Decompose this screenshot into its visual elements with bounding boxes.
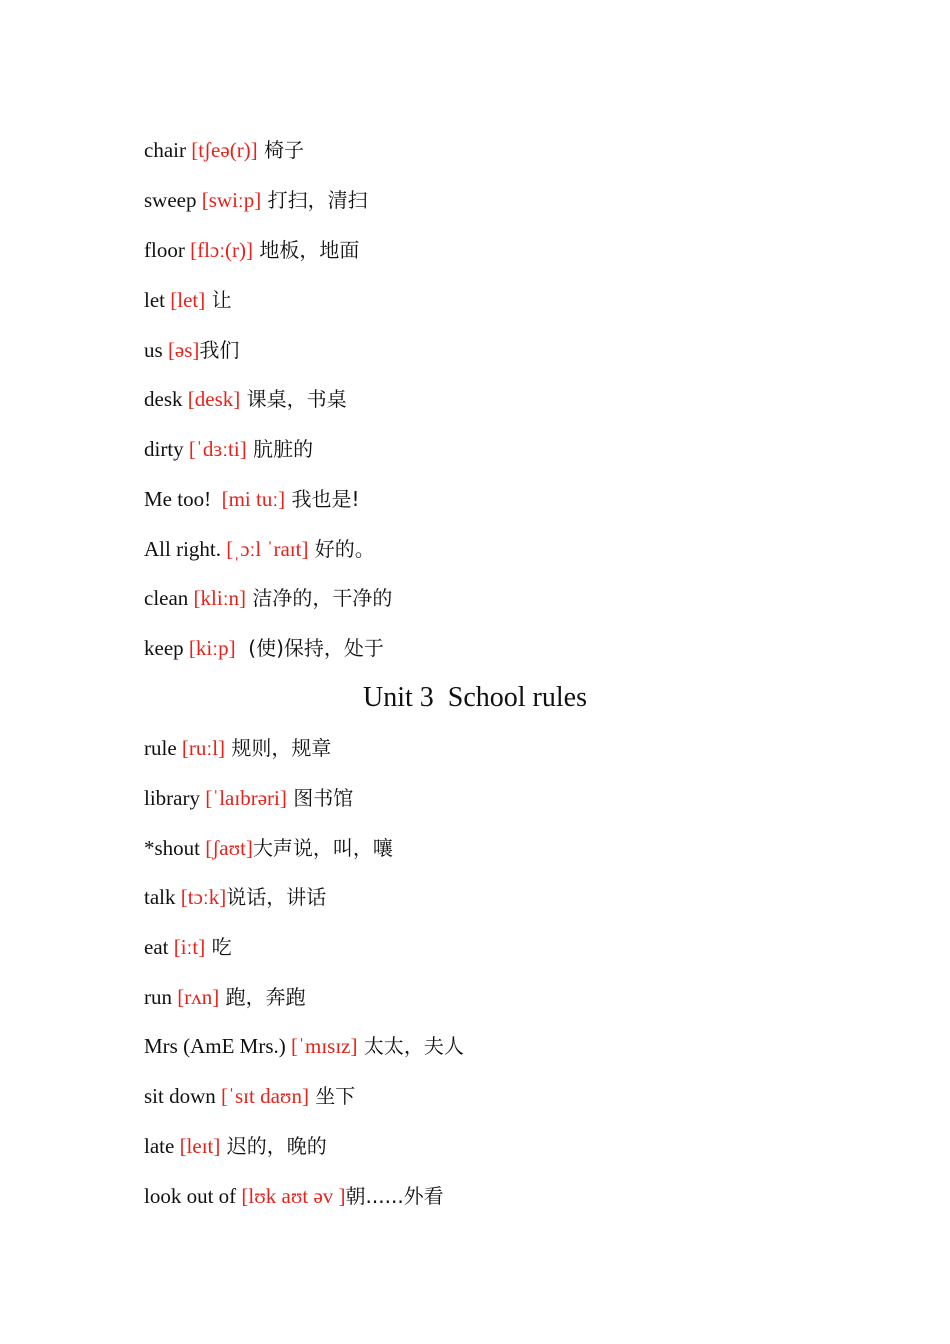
vocab-word: floor [144,238,191,262]
vocab-word: keep [144,636,189,660]
vocab-entry-library [144,784,353,812]
vocab-translation: 打扫，清扫 [261,188,368,212]
vocab-entry-desk [144,385,347,413]
vocab-word: run [144,985,178,1009]
vocab-entry-chair [144,136,304,164]
unit-heading: Unit 3 School rules [363,682,587,713]
vocab-translation: 坐下 [308,1084,356,1108]
vocab-word: late [144,1134,180,1158]
vocab-translation: 规则，规章 [225,736,332,760]
vocab-translation: 地板，地面 [253,238,360,262]
vocab-phonetic: [leɪt] [179,1134,221,1158]
vocab-phonetic: [desk] [187,387,241,411]
vocab-word: dirty [144,437,189,461]
vocab-translation: 肮脏的 [246,437,314,461]
vocab-translation: 太太，夫人 [357,1034,464,1058]
vocab-entry-us [144,336,239,364]
vocab-translation: 图书馆 [286,786,354,810]
vocab-entry-dirty [144,435,313,463]
vocab-phonetic: [let] [170,288,206,312]
vocab-word: chair [144,138,192,162]
vocab-entry-clean [144,584,392,612]
vocab-phonetic: [ˈsɪt daʊn] [221,1084,309,1108]
vocab-phonetic: [kliːn] [193,586,247,610]
vocab-phonetic: [rʌn] [177,985,220,1009]
vocab-word: Mrs (AmE Mrs.) [144,1034,291,1058]
vocab-translation: 椅子 [257,138,305,162]
vocab-translation: 跑，奔跑 [219,985,306,1009]
vocab-word: let [144,288,171,312]
vocab-word: us [144,338,168,362]
vocab-word: desk [144,387,188,411]
vocab-entry-me-too [144,485,360,513]
vocab-translation: 好的。 [308,537,375,561]
vocab-word: Me too! [144,487,222,511]
vocab-entry-eat [144,933,232,961]
vocab-phonetic: [ruːl] [181,736,226,760]
vocab-phonetic: [swiːp] [201,188,262,212]
vocab-entry-let [144,286,232,314]
vocab-entry-talk [144,883,326,911]
vocab-word: eat [144,935,174,959]
vocab-entry-late [144,1132,327,1160]
vocab-translation: 说话，讲话 [226,885,327,909]
vocab-word: look out of [144,1184,242,1208]
vocab-phonetic: [ˈlaɪbrəri] [205,786,287,810]
vocab-word: sweep [144,188,202,212]
vocab-word: talk [144,885,181,909]
vocab-phonetic: [ˌɔːl ˈraɪt] [226,537,309,561]
vocab-phonetic: [ʃaʊt] [205,836,253,860]
vocab-translation: 课桌，书桌 [240,387,347,411]
vocab-translation: 吃 [205,935,232,959]
vocab-translation: 朝......外看 [345,1184,444,1208]
vocab-word: sit down [144,1084,222,1108]
vocab-phonetic: [əs] [167,338,200,362]
vocab-translation: 我也是! [285,487,360,511]
vocab-translation: 大声说，叫，嚷 [252,836,393,860]
vocab-word: *shout [144,836,206,860]
vocab-entry-run [144,983,306,1011]
vocab-phonetic: [lʊk aʊt əv ] [241,1184,346,1208]
vocab-word: All right. [144,537,227,561]
vocab-entry-all-right [144,535,375,563]
vocab-phonetic: [iːt] [173,935,206,959]
vocab-word: library [144,786,206,810]
vocab-entry-rule [144,734,331,762]
vocab-entry-sit-down [144,1082,355,1110]
vocab-translation: 洁净的，干净的 [246,586,393,610]
vocab-phonetic: [tʃeə(r)] [191,138,258,162]
vocab-entry-shout [144,834,393,862]
vocab-word: clean [144,586,194,610]
vocab-translation: (使)保持，处于 [235,636,384,660]
vocab-translation: 我们 [199,338,240,362]
vocab-translation: 迟的，晚的 [220,1134,327,1158]
vocab-entry-mrs [144,1032,464,1060]
vocab-translation: 让 [205,288,232,312]
vocab-entry-floor [144,236,359,264]
vocab-phonetic: [tɔːk] [180,885,227,909]
vocab-entry-look-out-of [144,1182,444,1210]
vocab-phonetic: [mi tuː] [221,487,286,511]
vocab-entry-keep [144,634,384,662]
vocab-phonetic: [kiːp] [188,636,236,660]
vocab-word: rule [144,736,182,760]
vocab-phonetic: [ˈdɜːti] [188,437,247,461]
vocab-entry-sweep [144,186,368,214]
vocab-phonetic: [ˈmɪsɪz] [291,1034,358,1058]
vocab-phonetic: [flɔː(r)] [190,238,254,262]
